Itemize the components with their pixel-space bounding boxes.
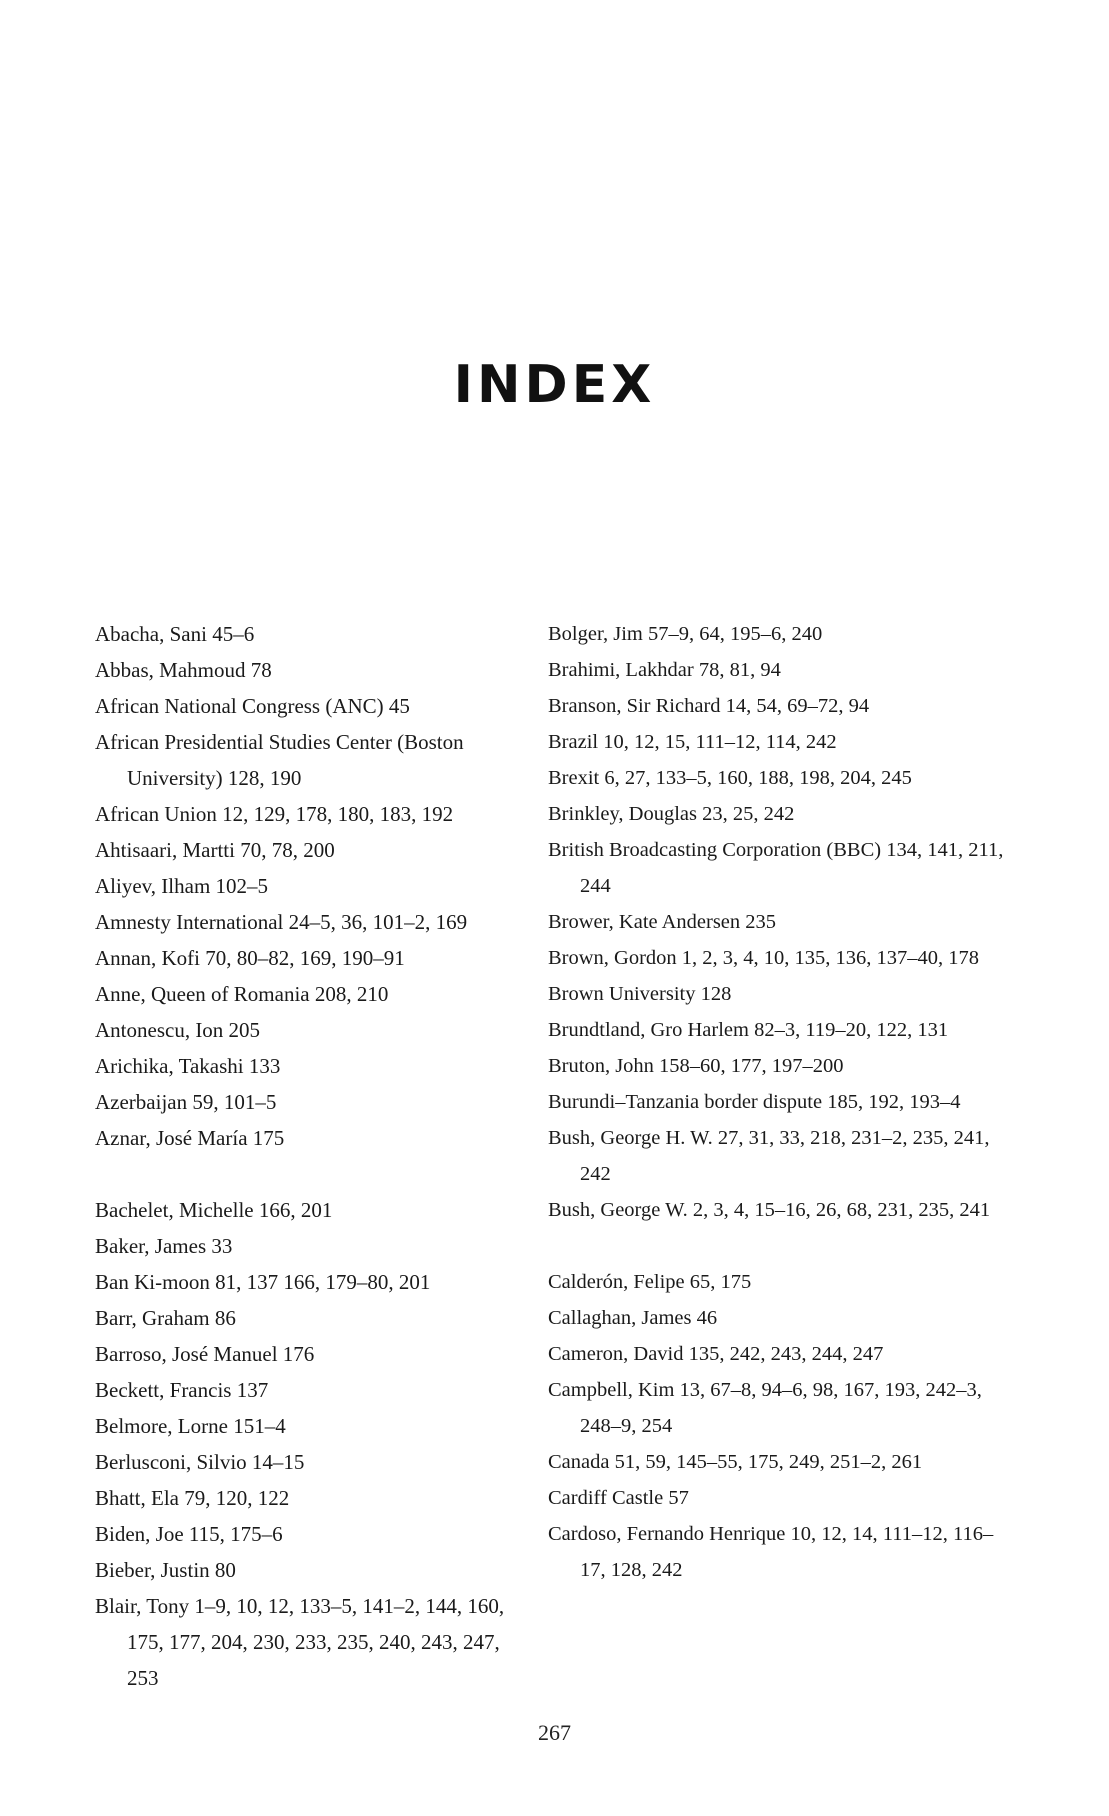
index-entry: Aznar, José María 175 bbox=[95, 1126, 285, 1150]
index-entry: Anne, Queen of Romania 208, 210 bbox=[95, 982, 389, 1006]
index-entry: Brahimi, Lakhdar 78, 81, 94 bbox=[548, 659, 781, 681]
index-entry: Bruton, John 158–60, 177, 197–200 bbox=[548, 1055, 844, 1077]
index-entry: Bush, George W. 2, 3, 4, 15–16, 26, 68, 231, 235, 241 bbox=[548, 1199, 991, 1221]
index-entry: Barroso, José Manuel 176 bbox=[95, 1342, 315, 1366]
index-entry: Ban Ki-moon 81, 137 166, 179–80, 201 bbox=[95, 1270, 431, 1294]
page-number: 267 bbox=[538, 1720, 571, 1745]
index-entry: Brinkley, Douglas 23, 25, 242 bbox=[548, 803, 795, 825]
index-column-right bbox=[548, 616, 1008, 1588]
index-letter-group-b-cont bbox=[548, 616, 1008, 1228]
index-entry: Amnesty International 24–5, 36, 101–2, 169 bbox=[95, 910, 468, 934]
index-entry: Antonescu, Ion 205 bbox=[95, 1018, 261, 1042]
index-entry: Beckett, Francis 137 bbox=[95, 1378, 269, 1402]
index-entry: Brazil 10, 12, 15, 111–12, 114, 242 bbox=[548, 731, 837, 753]
index-entry: Belmore, Lorne 151–4 bbox=[95, 1414, 286, 1438]
index-entry: Biden, Joe 115, 175–6 bbox=[95, 1522, 283, 1546]
index-entry: Bhatt, Ela 79, 120, 122 bbox=[95, 1486, 290, 1510]
index-entry: Burundi–Tanzania border dispute 185, 192, 193–4 bbox=[548, 1091, 961, 1113]
index-entry: African Union 12, 129, 178, 180, 183, 192 bbox=[95, 802, 454, 826]
index-entry: Baker, James 33 bbox=[95, 1234, 233, 1258]
index-entry: Branson, Sir Richard 14, 54, 69–72, 94 bbox=[548, 695, 870, 717]
index-entry: Annan, Kofi 70, 80–82, 169, 190–91 bbox=[95, 946, 405, 970]
index-entry: Ahtisaari, Martti 70, 78, 200 bbox=[95, 838, 335, 862]
index-entry: Berlusconi, Silvio 14–15 bbox=[95, 1450, 305, 1474]
index-entry: Blair, Tony 1–9, 10, 12, 133–5, 141–2, 144, 160, 175, 177, 204, 230, 233, 235, 240, 243, 247, 253 bbox=[95, 1594, 505, 1690]
index-entry: Calderón, Felipe 65, 175 bbox=[548, 1271, 752, 1293]
index-entry: Brown, Gordon 1, 2, 3, 4, 10, 135, 136, 137–40, 178 bbox=[548, 947, 980, 969]
index-entry: Brundtland, Gro Harlem 82–3, 119–20, 122, 131 bbox=[548, 1019, 949, 1041]
index-entry: Cardoso, Fernando Henrique 10, 12, 14, 111–12, 116–17, 128, 242 bbox=[548, 1523, 994, 1581]
index-entry: Bolger, Jim 57–9, 64, 195–6, 240 bbox=[548, 623, 823, 645]
index-entry: Abacha, Sani 45–6 bbox=[95, 622, 255, 646]
index-entry: Arichika, Takashi 133 bbox=[95, 1054, 281, 1078]
index-entry: Abbas, Mahmoud 78 bbox=[95, 658, 272, 682]
index-entry: Bieber, Justin 80 bbox=[95, 1558, 236, 1582]
index-entry: African National Congress (ANC) 45 bbox=[95, 694, 410, 718]
index-entry: African Presidential Studies Center (Boston University) 128, 190 bbox=[95, 730, 464, 790]
page-title: INDEX bbox=[453, 355, 656, 415]
index-letter-group-c bbox=[548, 1264, 1008, 1588]
index-letter-group-b bbox=[95, 1192, 535, 1696]
index-entry: Campbell, Kim 13, 67–8, 94–6, 98, 167, 193, 242–3, 248–9, 254 bbox=[548, 1379, 982, 1437]
index-entry: Barr, Graham 86 bbox=[95, 1306, 236, 1330]
index-entry: Bachelet, Michelle 166, 201 bbox=[95, 1198, 333, 1222]
index-entry: Azerbaijan 59, 101–5 bbox=[95, 1090, 277, 1114]
index-entry: Brower, Kate Andersen 235 bbox=[548, 911, 777, 933]
index-column-left bbox=[95, 616, 535, 1696]
index-entry: Cameron, David 135, 242, 243, 244, 247 bbox=[548, 1343, 884, 1365]
index-letter-group-a bbox=[95, 616, 535, 1156]
index-entry: Aliyev, Ilham 102–5 bbox=[95, 874, 269, 898]
index-entry: Brexit 6, 27, 133–5, 160, 188, 198, 204, 245 bbox=[548, 767, 912, 789]
index-entry: British Broadcasting Corporation (BBC) 134, 141, 211, 244 bbox=[548, 839, 1004, 897]
index-entry: Bush, George H. W. 27, 31, 33, 218, 231–2, 235, 241, 242 bbox=[548, 1127, 990, 1185]
index-entry: Callaghan, James 46 bbox=[548, 1307, 718, 1329]
index-entry: Canada 51, 59, 145–55, 175, 249, 251–2, 261 bbox=[548, 1451, 923, 1473]
index-entry: Cardiff Castle 57 bbox=[548, 1487, 689, 1509]
index-entry: Brown University 128 bbox=[548, 983, 732, 1005]
